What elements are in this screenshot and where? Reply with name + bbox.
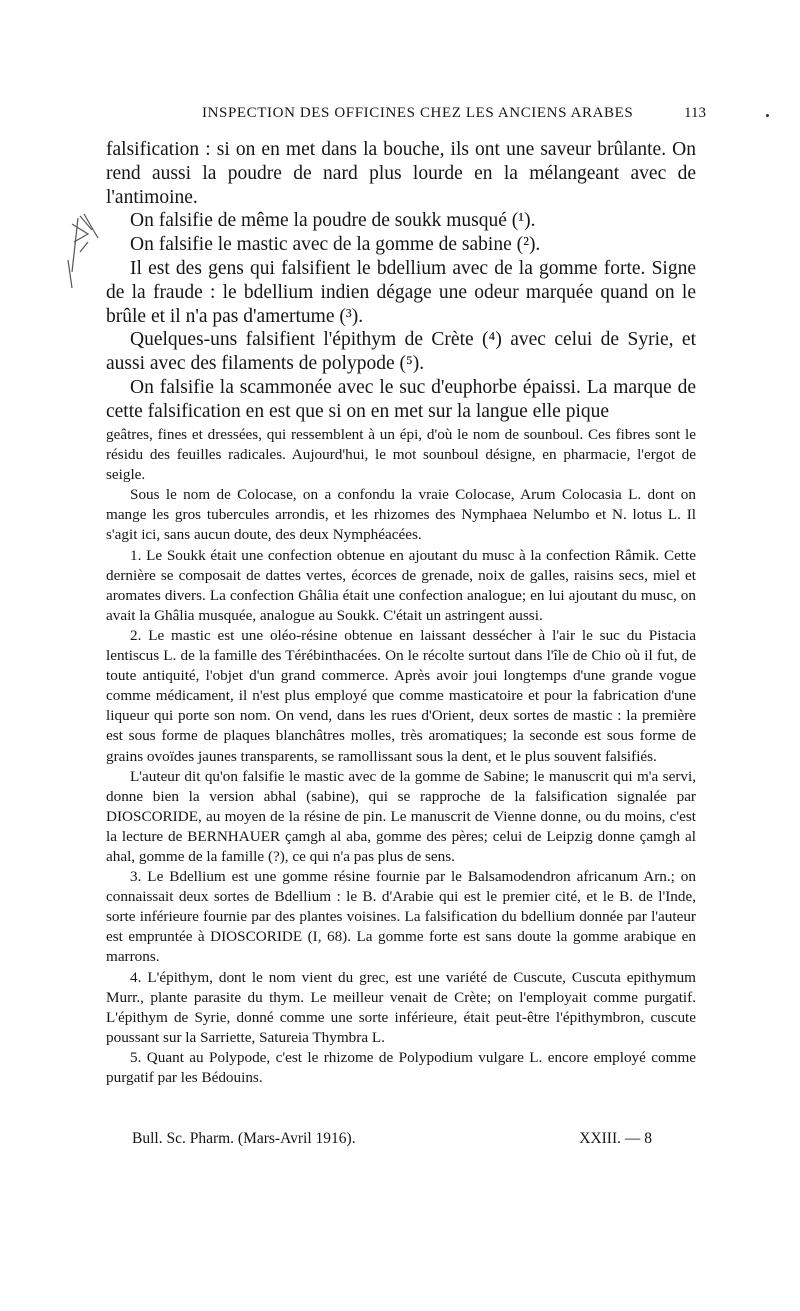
body-paragraph: falsification : si on en met dans la bouche, ils ont une saveur brûlante. On rend aussi la poudre de nard plus lourde en la mélangeant avec de l'antimoine.: [106, 139, 696, 208]
footnote-5: 5. Quant au Polypode, c'est le rhizome de Polypodium vulgare L. encore employé comme purgatif par les Bédouins.: [106, 1048, 696, 1086]
handwritten-margin-mark: [58, 212, 106, 290]
footnote-1: 1. Le Soukk était une confection obtenue en ajoutant du musc à la confection Râmik. Cette dernière se composait de dattes vertes, écorces de grenade, noix de galles, raisins secs, miel et aromates divers. La confection Ghâlia était une confection analogue; en lui ajoutant du musc, on avait la Ghâlia musquée, analogue au Soukk. C'était un astringent aussi.: [106, 546, 696, 624]
running-header: [106, 105, 706, 129]
running-title: INSPECTION DES OFFICINES CHEZ LES ANCIENS ARABES: [202, 105, 634, 121]
footnote-3: 3. Le Bdellium est une gomme résine fournie par le Balsamodendron africanum Arn.; on connaissait deux sortes de Bdellium : le B. d'Arabie qui est le premier cité, et le B. de l'Inde, sorte inférieure fournie par des plantes voisines. La falsification du bdellium donnée par l'auteur est empruntée à DIOSCORIDE (I, 68). La gomme forte est sans doute la gomme arabique en marrons.: [106, 868, 696, 966]
body-paragraph: On falsifie la scammonée avec le suc d'euphorbe épaissi. La marque de cette falsification en est que si on en met sur la langue elle pique: [106, 376, 696, 422]
signature-mark: XXIII. — 8: [579, 1130, 652, 1147]
margin-dot: [766, 114, 769, 117]
footnote-paragraph: Sous le nom de Colocase, on a confondu la vraie Colocase, Arum Colocasia L. dont on mange les gros tubercules arrondis, et les rhizomes des Nymphaea Nelumbo et N. lotus L. Il s'agit ici, sans aucun doute, des deux Nymphéacées.: [106, 486, 696, 544]
footnote-paragraph: geâtres, fines et dressées, qui ressemblent à un épi, d'où le nom de sounboul. Ces fibres sont le résidu des feuilles radicales. Aujourd'hui, le mot sounboul désigne, en pharmacie, l'ergot de seigle.: [106, 426, 696, 484]
main-text: [106, 138, 696, 424]
body-paragraph: On falsifie le mastic avec de la gomme de sabine (²).: [130, 234, 541, 256]
body-paragraph: On falsifie de même la poudre de soukk musqué (¹).: [130, 210, 536, 232]
journal-citation: Bull. Sc. Pharm. (Mars-Avril 1916).: [132, 1130, 356, 1147]
footnote-2: 2. Le mastic est une oléo-résine obtenue en laissant dessécher à l'air le suc du Pistacia lentiscus L. de la famille des Térébinthacées. On le récolte surtout dans l'île de Chio où il fut, de toute antiquité, l'objet d'un grand commerce. Après avoir joui longtemps d'une grande vogue comme médicament, il n'est plus employé que comme masticatoire et pour la fabrication d'une liqueur qui porte son nom. On vend, dans les rues d'Orient, deux sortes de mastic : la première est sous forme de plaques blanchâtres molles, très aromatiques; la seconde est sous forme de grains ovoïdes jaunes transparents, se ramollissant sous la dent, et le plus souvent falsifiés.: [106, 626, 696, 765]
footnote-4: 4. L'épithym, dont le nom vient du grec, est une variété de Cuscute, Cuscuta epithymum Murr., plante parasite du thym. Le meilleur venait de Crète; on l'employait comme purgatif. L'épithym de Syrie, donné comme une sorte inférieure, était peut-être l'épithymbron, cuscute poussant sur la Sarriette, Satureia Thymbra L.: [106, 968, 696, 1046]
footnote-paragraph: L'auteur dit qu'on falsifie le mastic avec de la gomme de Sabine; le manuscrit qui m'a servi, donne bien la version abhal (sabine), qui se rapproche de la falsification signalée par DIOSCORIDE, au moyen de la résine de pin. Le manuscrit de Vienne donne, ou du moins, c'est la lecture de BERNHAUER çamgh al aba, gomme des pères; celui de Leipzig donne çamgh al ahal, gomme de la famille (?), ce qui n'a pas plus de sens.: [106, 767, 696, 865]
body-paragraph: Quelques-uns falsifient l'épithym de Crète (⁴) avec celui de Syrie, et aussi avec des filaments de polypode (⁵).: [106, 329, 696, 375]
footnotes: [106, 425, 696, 1088]
body-paragraph: Il est des gens qui falsifient le bdellium avec de la gomme forte. Signe de la fraude : le bdellium indien dégage une odeur marquée quand on le brûle et il n'a pas d'amertume (³).: [106, 257, 696, 327]
page-number: 113: [684, 105, 706, 121]
